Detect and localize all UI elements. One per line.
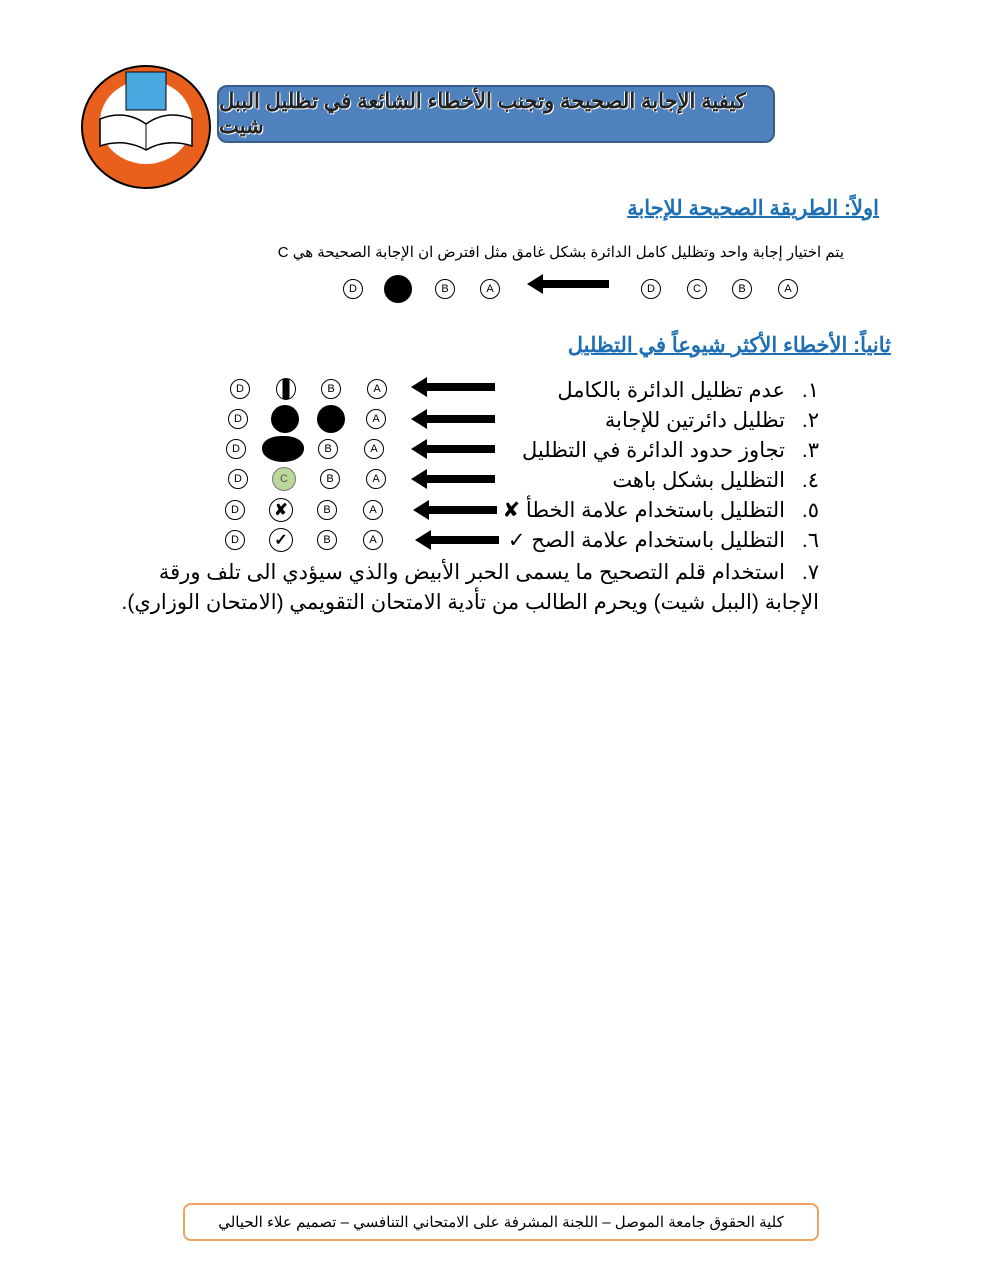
error-item-6: ٦.التظليل باستخدام علامة الصح ✓ <box>507 529 819 552</box>
bubble-c-filled <box>271 405 299 433</box>
bubble-b: B <box>320 469 340 489</box>
error-item-2: ٢.تظليل دائرتين للإجابة <box>604 409 819 432</box>
university-logo <box>80 64 212 190</box>
bubble-d: D <box>641 279 661 299</box>
arrow-left-icon <box>425 475 495 483</box>
bubble-d: D <box>225 530 245 550</box>
bubble-b: B <box>317 530 337 550</box>
footer-box <box>183 1203 819 1241</box>
footer-text: كلية الحقوق جامعة الموصل – اللجنة المشرفة على الامتحاني التنافسي – تصميم علاء الحيالي <box>218 1214 784 1231</box>
bubble-a: A <box>778 279 798 299</box>
bubble-a: A <box>366 409 386 429</box>
bubble-b: B <box>317 500 337 520</box>
bubble-c-check: ✓ <box>269 528 293 552</box>
bubble-a: A <box>363 500 383 520</box>
bubble-a: A <box>367 379 387 399</box>
arrow-left-icon <box>425 415 495 423</box>
bubble-d: D <box>228 469 248 489</box>
error-item-4: ٤.التظليل بشكل باهت <box>612 469 819 492</box>
bubble-b-filled <box>317 405 345 433</box>
bubble-c-overflow <box>262 436 304 462</box>
bubble-a: A <box>480 279 500 299</box>
bubble-a: A <box>364 439 384 459</box>
section1-heading: اولاً: الطريقة الصحيحة للإجابة <box>627 197 879 220</box>
bubble-d: D <box>225 500 245 520</box>
error-item-3: ٣.تجاوز حدود الدائرة في التظليل <box>522 439 819 462</box>
bubble-b: B <box>732 279 752 299</box>
arrow-left-icon <box>427 506 497 514</box>
error-item-5: ٥.التظليل باستخدام علامة الخطأ ✘ <box>502 499 819 522</box>
bubble-a: A <box>363 530 383 550</box>
bubble-c-cross: ✘ <box>269 498 293 522</box>
error-item-1: ١.عدم تظليل الدائرة بالكامل <box>557 379 819 402</box>
arrow-left-icon <box>541 280 609 288</box>
bubble-c-filled <box>384 275 412 303</box>
section2-heading: ثانياً: الأخطاء الأكثر شيوعاً في التظليل <box>567 334 891 357</box>
bubble-b: B <box>318 439 338 459</box>
bubble-d: D <box>228 409 248 429</box>
error-item-7: ٧.استخدام قلم التصحيح ما يسمى الحبر الأبيض والذي سيؤدي الى تلف ورقة الإجابة (الببل شيت) ويحرم الطالب من تأدية الامتحان التقويمي (الامتحان الوزاري). <box>121 561 819 614</box>
title-banner <box>217 85 775 143</box>
bubble-d: D <box>230 379 250 399</box>
bubble-c-half-filled <box>276 378 296 400</box>
bubble-b: B <box>435 279 455 299</box>
section1-description: يتم اختيار إجابة واحد وتظليل كامل الدائرة بشكل غامق مثل افترض ان الإجابة الصحيحة هي C <box>277 244 844 261</box>
arrow-left-icon <box>429 536 499 544</box>
bubble-c: C <box>687 279 707 299</box>
bubble-a: A <box>366 469 386 489</box>
arrow-left-icon <box>425 383 495 391</box>
bubble-d: D <box>226 439 246 459</box>
arrow-left-icon <box>425 445 495 453</box>
bubble-b: B <box>321 379 341 399</box>
page-title: كيفية الإجابة الصحيحة وتجنب الأخطاء الشائعة في تظليل الببل شيت <box>219 90 746 138</box>
bubble-c-faint: C <box>272 467 296 491</box>
bubble-d: D <box>343 279 363 299</box>
